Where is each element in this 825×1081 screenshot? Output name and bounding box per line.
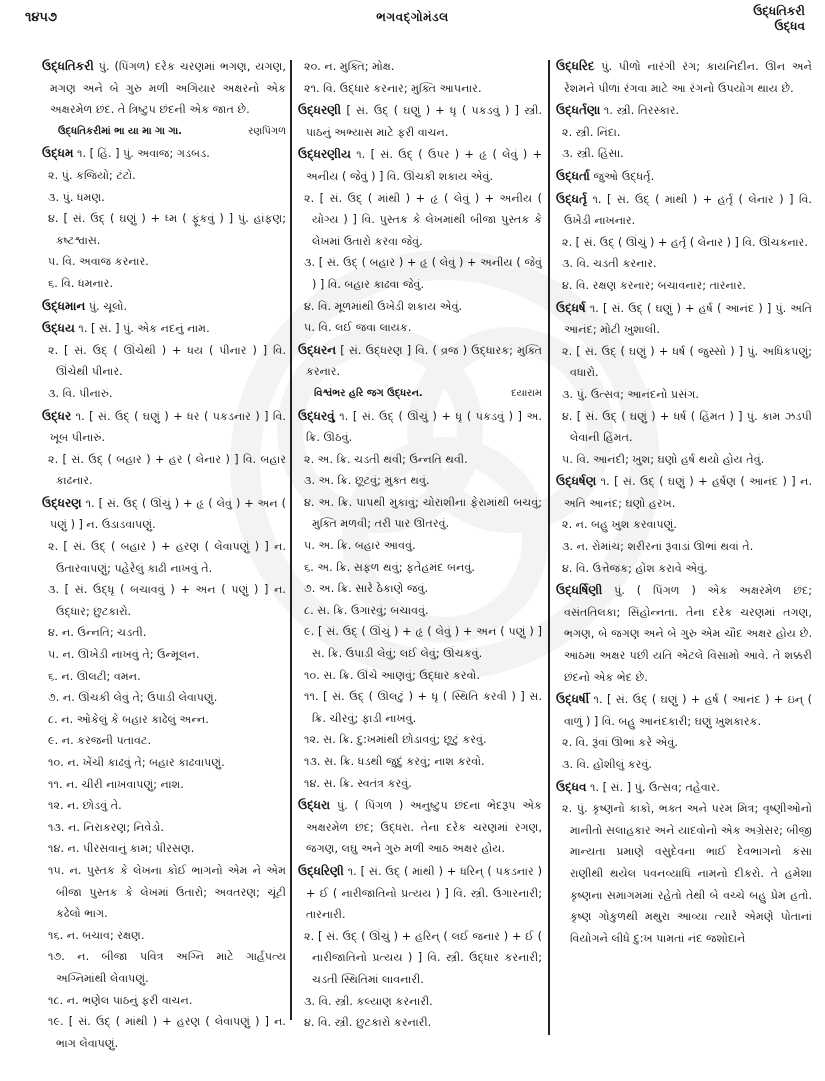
sense-item: ૩. સ્ત્રી. હિંસા. xyxy=(562,147,624,161)
definition-text: પું. ( પિંગળ ) એક અક્ષરમેળ છંદ; વસંતતિલકા; સિંહોન્નતા. તેના દરેક ચરણમાં તગણ, ભગણ, બે જગણ અને બે ગુરુ એમ ચૌદ અક્ષર હોય છે. આઠમા અક્ષર પછી યતિ એટલે વિસામો આવે. તે શક્કરી છંદનો એક ભેદ છે. xyxy=(564,584,812,684)
entry-first-line xyxy=(556,298,812,341)
sense-item: ૩. ન. રોમાંચ; શરીરનાં રૂંવાડાં ઊભાં થવાં તે. xyxy=(562,540,754,554)
definition-text: ૧. [ સં. ઉદ્ ( ઊંચું ) + ધૃ ( પકડવું ) ] અ. ક્રિ. ઊઠવું. xyxy=(306,409,542,445)
entry-first-line xyxy=(298,100,542,143)
headword: ઉદ્ધર્તણા xyxy=(556,103,601,118)
definition-text: ૧. સ્ત્રી. તિરસ્કાર. xyxy=(603,104,680,118)
sense-item: ૨. ન. બહુ ખુશ કરવાપણું. xyxy=(562,518,677,532)
page-number: ૧૪૫૭ xyxy=(25,10,58,25)
entry-first-line xyxy=(298,795,542,860)
entry-first-line xyxy=(42,493,286,536)
headword: ઉદ્ધરવું xyxy=(298,408,335,423)
sense-item: ૨. સ્ત્રી. નિંદા. xyxy=(562,125,621,139)
column-1 xyxy=(42,56,286,1066)
sense-item: ૧૨. ન. છોડવું તે. xyxy=(48,799,122,813)
sense-item: ૨. પું. કજિયો; ટંટો. xyxy=(48,168,136,182)
definition-text: ૧. [ સં. ઉદ્ ( ઘણું ) + હર્ષણ ( આનંદ ) ] ન. અતિ આનંદ; ઘણો હરખ. xyxy=(564,475,812,510)
definition-text: જુઓ ઉદ્ધર્તૃ. xyxy=(593,169,655,183)
sense-item: ૧૦. સ. ક્રિ. ઊંચે આણવું; ઉદ્ધાર કરવો. xyxy=(304,668,480,682)
entry-first-line xyxy=(42,56,286,121)
sense-item: ૮. ન. ઓકેલું કે બહાર કાઢેલું અન્ન. xyxy=(48,712,209,726)
dictionary-entry xyxy=(298,406,542,795)
column-divider xyxy=(290,60,292,1020)
dictionary-entry xyxy=(556,166,812,188)
sense-item: ૯. [ સં. ઉદ્ ( ઊંચું ) + હૃ ( લેવું ) + અન ( પણું ) ] સ. ક્રિ. ઉપાડી લેવું; લઈ લેવું; ઊંચકવું. xyxy=(304,625,542,661)
sense-item: ૩. અ. ક્રિ. છૂટવું; મુક્ત થવું. xyxy=(304,474,430,488)
dictionary-entry xyxy=(298,144,542,338)
dictionary-columns xyxy=(0,56,825,1071)
entry-first-line xyxy=(42,406,286,449)
sense-item: ૧૧. ન. ચીરી નાખવાપણું; નાશ. xyxy=(48,777,184,791)
headword: ઉદ્ધરણ xyxy=(42,495,82,510)
definition-text: ૧. [ સં. ઉદ્ ( માંથી ) + ધરિન્ ( પકડનાર ) + ઈ ( નારીજાતિનો પ્રત્યય ) ] વિ. સ્ત્રી. ઉગારનારી; તારનારી. xyxy=(306,864,542,922)
entry-first-line xyxy=(42,318,286,340)
entry-first-line xyxy=(556,189,812,232)
sense-item: ૧૮. ન. ભણેલ પાઠનું ફરી વાચન. xyxy=(48,993,193,1007)
headword: ઉદ્ધર્ષણ xyxy=(556,474,597,489)
column-divider xyxy=(548,60,550,1035)
headword: ઉદ્ધર્ષી xyxy=(556,692,590,707)
dictionary-entry xyxy=(42,318,286,404)
definition-text: ૧. [ સં. ઉદ્ ( ઘણું ) + ધર ( પકડનાર ) ] વિ. ખૂબ પીનારું. xyxy=(50,409,286,445)
sense-item: ૫. ન. ઊખેડી નાખવું તે; ઉન્મૂલન. xyxy=(48,648,200,662)
quote-text: ઉદ્ધતિકરીમાં ભા યા મા ગા ગા. xyxy=(58,125,182,137)
headword: ઉદ્ધર xyxy=(42,408,72,423)
sense-item: ૧૩. સ. ક્રિ. ધડથી જુદું કરવું; નાશ કરવો. xyxy=(304,755,485,768)
sense-item: ૧૦. ન. ખેંચી કાઢવું તે; બહાર કાઢવાપણું. xyxy=(48,756,225,769)
sense-item: ૨. [ સં. ઉદ્ ( માંથી ) + હૃ ( લેવું ) + અનીય ( યોગ્ય ) ] વિ. પુસ્તક કે લેખમાંથી બીજા પુસ્તક કે લેખમાં ઉતારો કરવા જેવું. xyxy=(304,191,542,248)
sense-item: ૪. વિ. રક્ષણ કરનાર; બચાવનાર; તારનાર. xyxy=(562,278,746,292)
sense-item: ૩. [ સં. ઉદ્ ( બહાર ) + હૃ ( લેવું ) + અનીય ( જેવું ) ] વિ. બહાર કાઢવા જેવું. xyxy=(304,256,542,291)
sense-item: ૪. [ સં. ઉદ્ ( ઘણું ) + ધર્ષ ( હિંમત ) ] પું. કામ ઝડપી લેવાની હિંમત. xyxy=(562,409,812,445)
headword: ઉદ્ધર્તૃ xyxy=(556,191,587,206)
guide-word-last: ઉદ્ધવ xyxy=(774,19,805,33)
definition-text: [ સં. ઉદ્ ( ઘણું ) + ધૃ ( પકડવું ) ] સ્ત્રી. પાઠનું અભ્યાસ માટે ફરી વાચન. xyxy=(306,104,542,139)
dictionary-entry xyxy=(42,143,286,294)
sense-item: ૧૫. ન. પુસ્તક કે લેખના કોઈ ભાગનો એમ ને એમ બીજા પુસ્તક કે લેખમાં ઉતારો; અવતરણ; ચૂંટી કઢેલો ભાગ. xyxy=(48,863,286,921)
sense-item: ૯. ન. કરજની પતાવટ. xyxy=(48,734,151,748)
sense-item: ૧૩. ન. નિરાકરણ; નિવેડો. xyxy=(48,820,164,834)
definition-text: ૧. [ સં. ] પું. ઉત્સવ; તહેવાર. xyxy=(590,780,720,794)
sense-item: ૨. [ સં. ઉદ્ ( ઘણું ) + ધર્ષ ( જુસ્સો ) ] પું. અધિકપણું; વધારો. xyxy=(562,344,812,380)
sense-item: ૧૪. ન. પીરસવાનું કામ; પીરસણ. xyxy=(48,842,195,856)
dictionary-entry xyxy=(42,296,286,318)
entry-first-line xyxy=(556,580,812,688)
sense-item: ૫. વિ. આનંદી; ખુશ; ઘણો હર્ષ થયો હોય તેવું. xyxy=(562,452,765,466)
sense-item: ૩. વિ. સ્ત્રી. કલ્યાણ કરનારી. xyxy=(304,994,433,1008)
dictionary-entry xyxy=(42,56,286,142)
sense-item: ૩. પું. ઉત્સવ; આનંદનો પ્રસંગ. xyxy=(562,387,699,401)
guide-words xyxy=(753,4,805,34)
dictionary-entry xyxy=(556,580,812,688)
definition-text: પું. (પિંગળ) દરેક ચરણમાં ભગણ, યગણ, મગણ અને બે ગુરુ મળી અગિયાર અક્ષરનો એક અક્ષરમેળ છંદ. તે ત્રિષ્ટુપ છંદની એક જાત છે. xyxy=(50,60,286,117)
sense-item: ૫. વિ. અવાજ કરનાર. xyxy=(48,255,149,269)
headword: ઉદ્ધર્ષ xyxy=(556,300,586,315)
quote-source: દયારામ xyxy=(511,387,542,399)
definition-text: ૧. [ હિં. ] પું. અવાજ; ગડબડ. xyxy=(77,147,210,161)
usage-quote xyxy=(42,121,286,143)
sense-item: ૪. અ. ક્રિ. પાપથી મુકાવું; ચોરાશીના ફેરામાંથી બચવું; મુક્તિ મળવી; તરી પાર ઊતરવું. xyxy=(304,495,542,531)
dictionary-entry xyxy=(298,795,542,860)
sense-item: ૪. વિ. ઉત્તેજક; હોંશ કરાવે એવું. xyxy=(562,561,708,575)
dictionary-entry xyxy=(556,298,812,471)
headword: ઉદ્ધર્તા xyxy=(556,168,590,183)
definition-text: ૧. [ સં. ઉદ્ ( ઘણું ) + હર્ષ ( આનંદ ) ] પું. અતિ આનંદ; મોટી ખુશાલી. xyxy=(564,301,812,337)
sense-item: ૨. [ સં. ઉદ્ ( ઊંચું ) + હર્તૃ ( લેનાર ) ] વિ. ઊંચકનાર. xyxy=(562,235,808,249)
entry-first-line xyxy=(556,471,812,514)
sense-item: ૪. વિ. સ્ત્રી. છુટકારો કરનારી. xyxy=(304,1016,432,1030)
sense-item: ૨૧. વિ. ઉદ્ધાર કરનાર; મુક્તિ આપનાર. xyxy=(304,81,482,95)
sense-item: ૬. અ. ક્રિ. સફળ થવું; ફતેહમંદ બનવું. xyxy=(304,560,475,574)
definition-text: ૧. [ સં. ઉદ્ ( ઊંચું ) + હૃ ( લેવું ) + અન ( પણું ) ] ન. ઉડાડવાપણું. xyxy=(50,496,286,532)
entry-first-line xyxy=(298,861,542,926)
definition-text: ૧. [ સં. ] પું. એક નદનું નામ. xyxy=(78,322,210,336)
sense-item: ૨૦. ન. મુક્તિ; મોક્ષ. xyxy=(304,60,395,73)
entry-first-line xyxy=(42,143,286,165)
definition-text: પું. ચૂલો. xyxy=(88,299,128,313)
sense-item: ૧૯. [ સં. ઉદ્ ( માંથી ) + હરણ ( લેવાપણું ) ] ન. ભાગ લેવાપણું. xyxy=(48,1015,286,1050)
sense-item: ૨. [ સં. ઉદ્ ( ઊંચું ) + હરિન્ ( લઈ જનાર ) + ઈ ( નારીજાતિનો પ્રત્યય ) ] વિ. સ્ત્રી. ઉદ્ધાર કરનારી; ચડતી સ્થિતિમાં લાવનારી. xyxy=(304,929,542,986)
dictionary-entry xyxy=(298,100,542,143)
sense-item: ૧૭. ન. બીજા પવિત્ર અગ્નિ માટે ગાર્હપત્ય અગ્નિમાંથી લેવાપણું. xyxy=(48,950,286,985)
dictionary-entry xyxy=(556,777,812,950)
sense-item: ૨. [ સં. ઉદ્ ( બહાર ) + હર ( લેનાર ) ] વિ. બહાર કાઢનાર. xyxy=(48,452,286,488)
sense-item: ૪. ન. ઉન્નતિ; ચડતી. xyxy=(48,626,147,640)
entry-first-line xyxy=(556,100,812,122)
sense-item: ૧૬. ન. બચાવ; રક્ષણ. xyxy=(48,928,145,942)
sense-item: ૧૪. સ. ક્રિ. સ્વતંત્ર કરવું. xyxy=(304,776,412,790)
sense-item: ૩. વિ. હોંશીલું કરવું. xyxy=(562,758,652,771)
dictionary-entry xyxy=(298,56,542,99)
sense-item: ૫. વિ. લઈ જવા લાયક. xyxy=(304,321,412,335)
headword: ઉદ્ધમ xyxy=(42,146,74,161)
page-header xyxy=(0,0,825,40)
entry-first-line xyxy=(556,777,812,799)
sense-item: ૪. વિ. મૂળમાંથી ઉખેડી શકાય એવું. xyxy=(304,299,463,313)
column-2 xyxy=(298,56,542,1066)
headword: ઉદ્ધય xyxy=(42,321,75,336)
dictionary-entry xyxy=(556,56,812,99)
sense-item: ૨. [ સં. ઉદ્ ( બહાર ) + હરણ ( લેવાપણું ) ] ન. ઉતારવાપણું; પહેરેલું કાઢી નાખવું તે. xyxy=(48,540,286,575)
headword: ઉદ્ધરા xyxy=(298,798,331,813)
definition-text: ૧. [ સં. ઉદ્ ( ઉપર ) + હૃ ( લેવું ) + અનીય ( જેવું ) ] વિ. ઊંચકી શકાય એવું. xyxy=(306,148,542,183)
entry-first-line xyxy=(556,56,812,99)
headword: ઉદ્ધરિદ xyxy=(556,59,595,73)
sense-item: ૨. પું. કૃષ્ણનો કાકો, ભક્ત અને પરમ મિત્ર; વૃષ્ણીઓનો માનીતો સલાહકાર અને યાદવોનો એક અગ્રેસર; બીજી માન્યતા પ્રમાણે વસુદેવના ભાઈ દેવભાગનો કંસા રાણીથી થયેલ પવનવ્યાધિ નામનો દીકરો. તે હમેશા કૃષ્ણના સમાગમમાં રહેતો તેથી બે વચ્ચે બહુ પ્રેમ હતો. કૃષ્ણ ગોકુળથી મથુરા આવ્યા ત્યારે એમણે પોતાનાં વિયોગને લીધે દુ:ખ પામતાં નંદ જશોદાને xyxy=(562,802,812,945)
definition-text: પું. પીળો નારંગી રંગ; કાયનિદીન. ઊન અને રેશમને પીળાં રંગવા માટે આ રંગનો ઉપયોગ થાય છે. xyxy=(564,60,812,95)
quote-text: વિશ્વંભર હરિ જગ ઉદ્ધરન. xyxy=(314,387,423,399)
dictionary-entry xyxy=(556,100,812,165)
entry-first-line xyxy=(298,406,542,449)
definition-text: પું. ( પિંગળ ) અનુષ્ટુપ છંદના ભેદરૂપ એક અક્ષરમેળ છંદ; ઉદ્ધરા. તેના દરેક ચરણમાં રગણ, જગણ, લઘુ અને ગુરુ મળી આઠ અક્ષર હોય. xyxy=(306,799,542,856)
sense-item: ૨. અ. ક્રિ. ચડતી થવી; ઉન્નતિ થવી. xyxy=(304,452,468,466)
entry-first-line xyxy=(556,166,812,188)
dictionary-entry xyxy=(556,471,812,579)
headword: ઉદ્ધવ xyxy=(556,779,587,794)
entry-first-line xyxy=(298,340,542,383)
sense-item: ૮. સ. ક્રિ. ઉગારવું; બચાવવું. xyxy=(304,603,429,617)
sense-item: ૩. વિ. પીનારું. xyxy=(48,386,113,400)
sense-item: ૧૧. [ સં. ઉદ્ ( ઊલટું ) + ધૃ ( સ્થિતિ કરવી ) ] સ. ક્રિ. ચીરવું; ફાડી નાખવું. xyxy=(304,690,542,725)
sense-item: ૭. ન. ઊંચકી લેવું તે; ઉપાડી લેવાપણું. xyxy=(48,691,218,705)
sense-item: ૨. વિ. રૂંવાં ઊભાં કરે એવું. xyxy=(562,736,678,750)
sense-item: ૬. ન. ઊલટી; વમન. xyxy=(48,669,141,683)
headword: ઉદ્ધતિકરી xyxy=(42,59,94,73)
sense-item: ૩. [ સં. ઉદ્ધૃ ( બચાવવું ) + અન ( પણું ) ] ન. ઉદ્ધાર; છુટકારો. xyxy=(48,583,286,618)
headword: ઉદ્ધમાન xyxy=(42,298,86,313)
headword: ઉદ્ધરિણી xyxy=(298,863,344,878)
definition-text: ૧. [ સં. ઉદ્ ( ઘણું ) + હર્ષ ( આનંદ ) + ઇન્ ( વાળું ) ] વિ. બહુ આનંદકારી; ઘણું ખુશકારક. xyxy=(564,693,812,728)
sense-item: ૬. વિ. ધમનાર. xyxy=(48,276,114,290)
entry-first-line xyxy=(556,689,812,732)
column-3 xyxy=(556,56,812,1066)
dictionary-entry xyxy=(42,493,286,1054)
book-title: ભગવદ્ગોમંડલ xyxy=(376,10,449,24)
dictionary-entry xyxy=(298,340,542,405)
dictionary-entry xyxy=(556,689,812,775)
sense-item: ૫. અ. ક્રિ. બહાર આવવું. xyxy=(304,539,416,553)
headword: ઉદ્ધર્ષિણી xyxy=(556,583,603,598)
dictionary-entry xyxy=(298,861,542,1034)
sense-item: ૩. વિ. ચડતી કરનાર. xyxy=(562,257,657,271)
sense-item: ૩. પું. ધમણ. xyxy=(48,190,105,204)
sense-item: ૪. [ સં. ઉદ્ ( ઘણું ) + ધ્મ ( ફૂંકવું ) ] પું. હાંફણ; કષ્ટશ્વાસ. xyxy=(48,212,286,247)
sense-item: ૭. અ. ક્રિ. સારે ઠેકાણે જવું. xyxy=(304,582,429,596)
entry-first-line xyxy=(42,296,286,318)
sense-item: ૧૨. સ. ક્રિ. દુ:ખમાંથી છોડાવવું; છૂટું કરવું. xyxy=(304,733,487,747)
usage-quote xyxy=(298,383,542,405)
headword: ઉદ્ધરન xyxy=(298,342,337,357)
entry-first-line xyxy=(298,144,542,187)
guide-word-first: ઉદ્ધતિકરી xyxy=(753,4,805,18)
headword: ઉદ્ધરણી xyxy=(298,103,342,118)
definition-text: ૧. [ સં. ઉદ્ ( માંથી ) + હર્તૃ ( લેનાર ) ] વિ. ઉખેડી નાખનાર. xyxy=(564,192,812,228)
headword: ઉદ્ધરણીય xyxy=(298,147,351,162)
dictionary-entry xyxy=(42,406,286,492)
definition-text: [ સં. ઉદ્ધરણ ] વિ. ( વ્રજ ) ઉદ્ધારક; મુક્તિ કરનાર. xyxy=(306,343,542,379)
dictionary-entry xyxy=(556,189,812,297)
quote-source: રણપિંગળ xyxy=(248,125,286,137)
sense-item: ૨. [ સં. ઉદ્ ( ઊંચેથી ) + ધય ( પીનાર ) ] વિ. ઊંચેથી પીનાર. xyxy=(48,343,286,379)
